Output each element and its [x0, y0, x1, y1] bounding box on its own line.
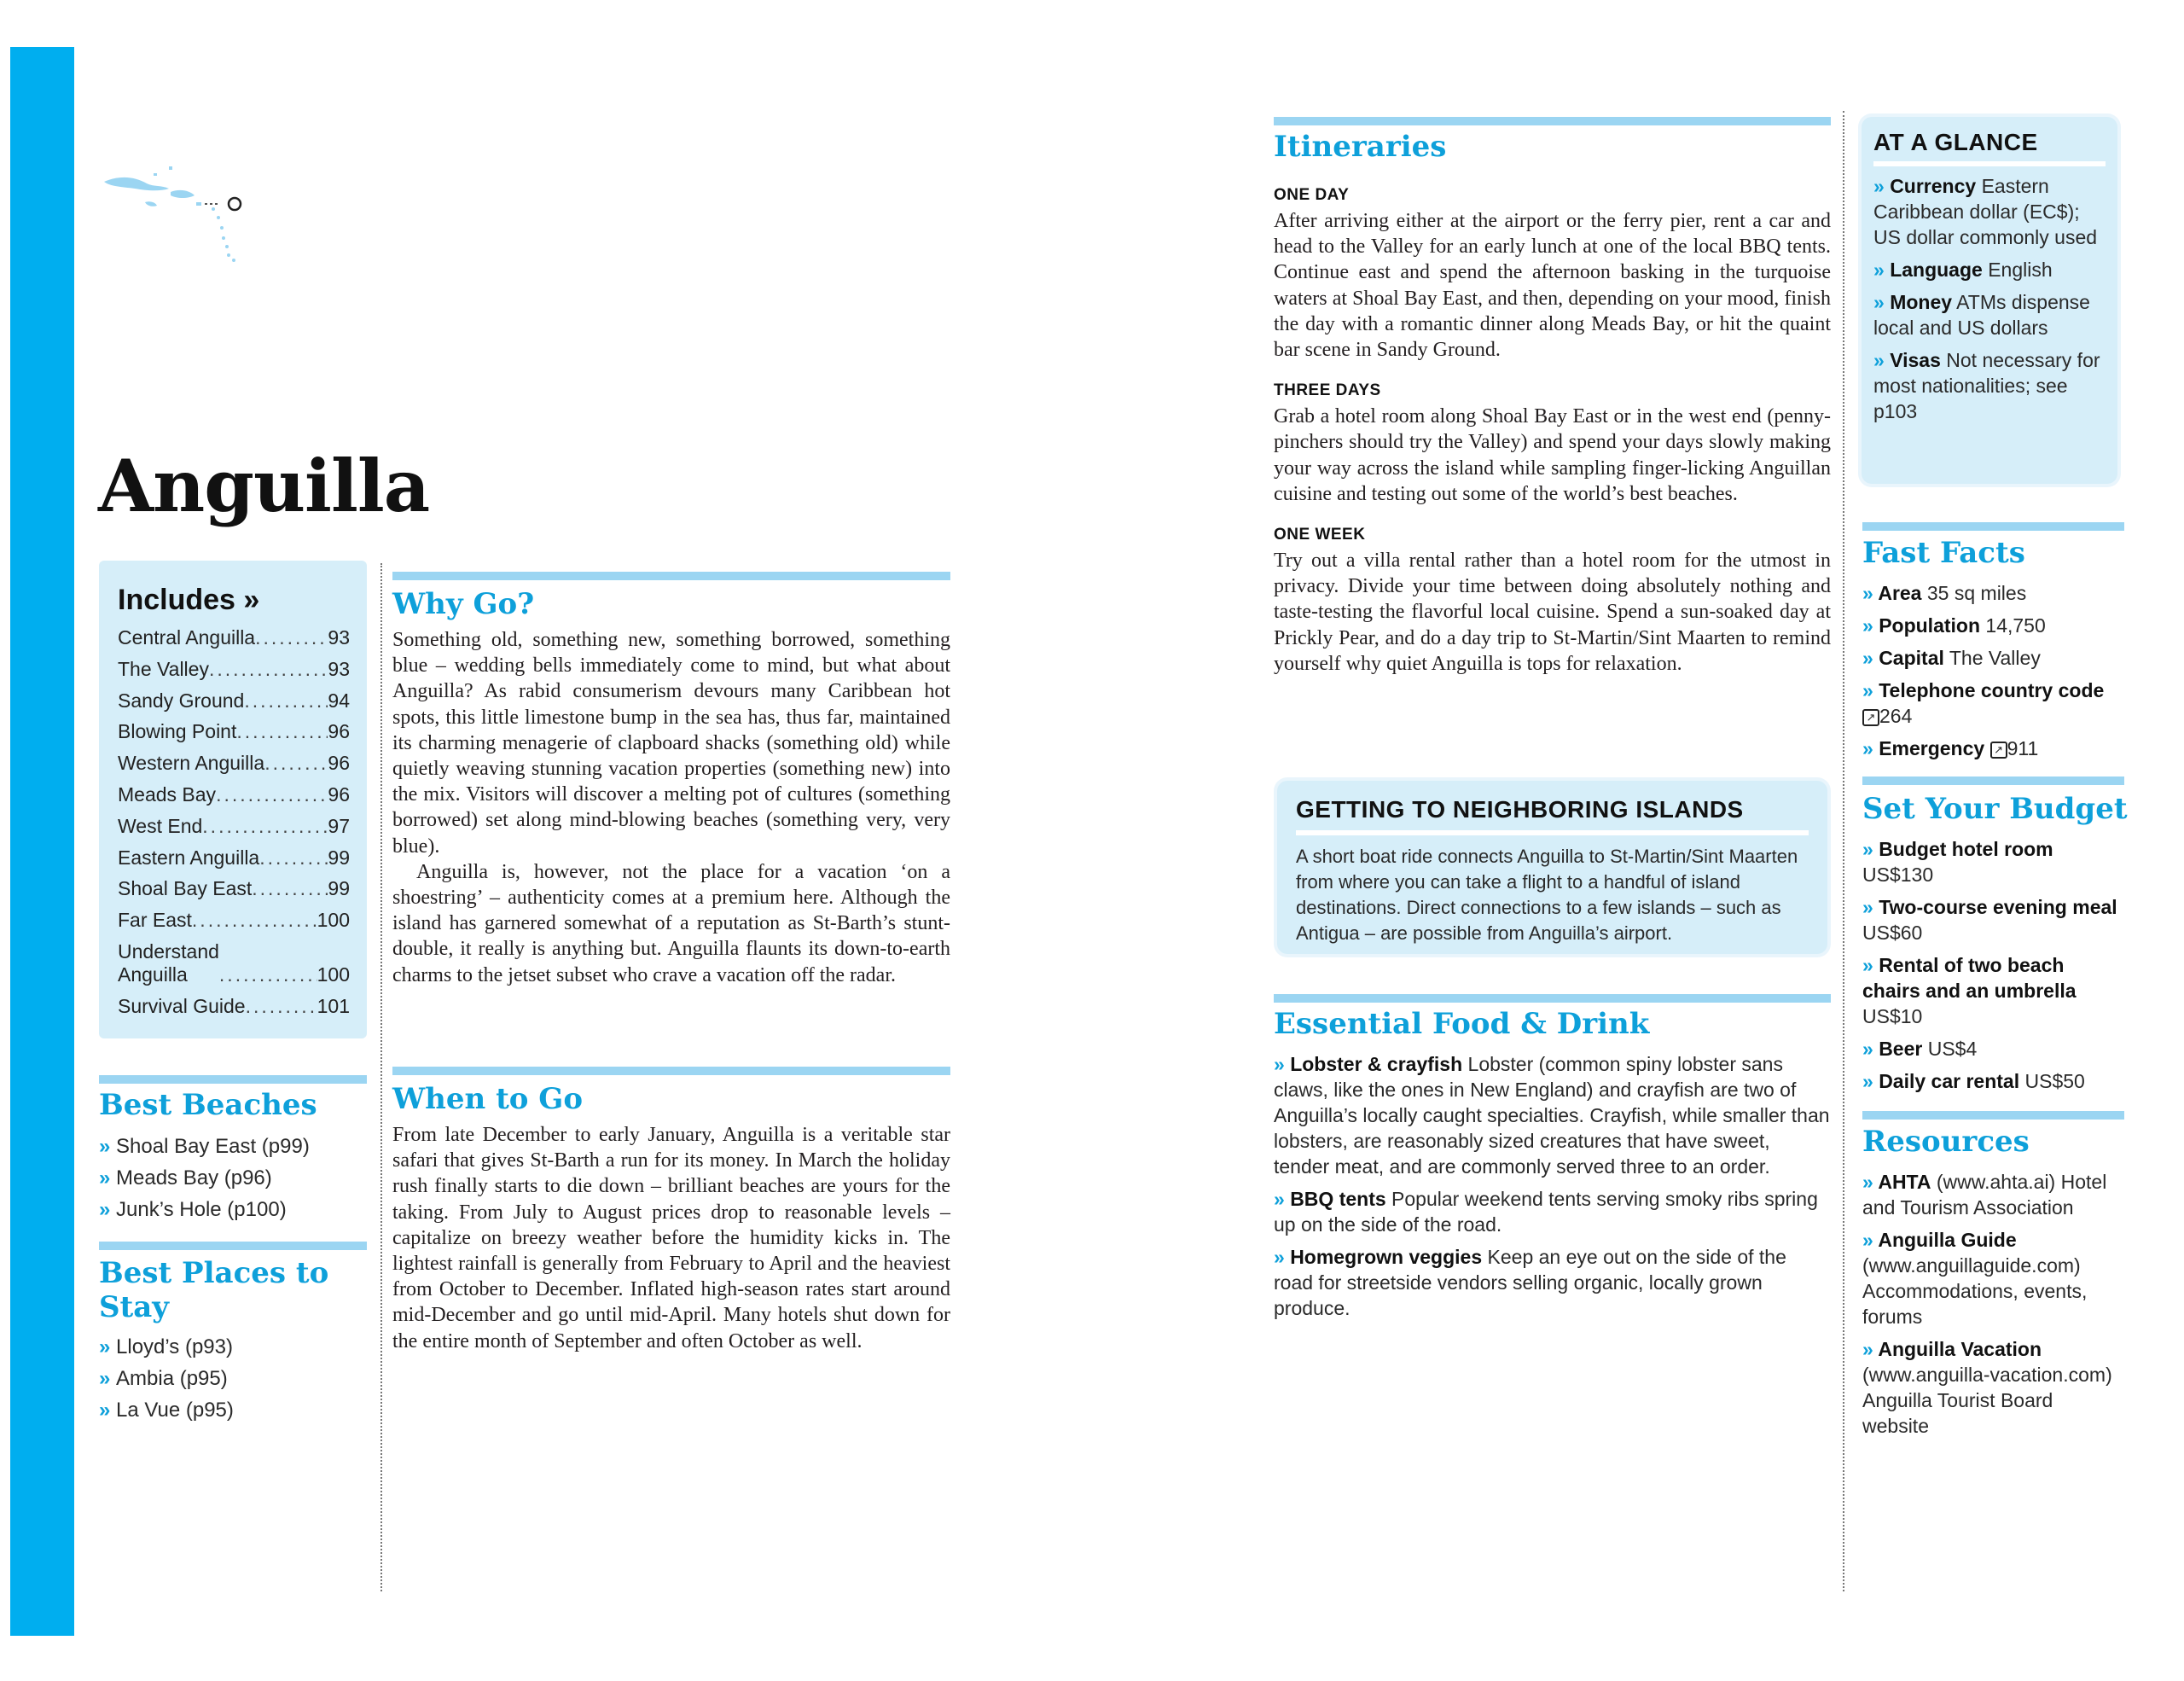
best-beaches-heading: Best Beaches	[99, 1088, 317, 1122]
resources-list	[1862, 1169, 2124, 1445]
budget-heading: Set Your Budget	[1862, 792, 2128, 826]
column-divider	[380, 563, 382, 1591]
includes-item[interactable]: Understand Anguilla ..... 100	[118, 940, 350, 986]
includes-item[interactable]: The Valley ..... 93	[118, 654, 350, 685]
itinerary-text: Try out a villa rental rather than a hotel room for the utmost in privacy. Divide your time between doing absolutely nothing and taste-testing the flavorful local cuisine. Spend a sun-soaked day at Prickly Pear, and do a day trip to St-Martin/Sint Maarten to remind yourself why quiet Anguilla is tops for relaxation.	[1274, 550, 1831, 675]
column-divider	[1843, 111, 1844, 1591]
section-rule	[392, 1067, 950, 1075]
list-item[interactable]: » Junk’s Hole (p100)	[99, 1198, 287, 1221]
includes-item[interactable]: Shoal Bay East ..... 99	[118, 873, 350, 904]
itinerary-label: ONE DAY	[1274, 186, 1350, 204]
glance-item: » Visas Not necessary for most nationalities; see p103	[1873, 349, 2100, 422]
resources-heading: Resources	[1862, 1125, 2030, 1159]
list-item[interactable]: » Lloyd’s (p93)	[99, 1335, 233, 1358]
itineraries-heading: Itineraries	[1274, 130, 1447, 164]
fact-item: » Area 35 sq miles	[1862, 582, 2027, 604]
neighboring-islands-box	[1277, 781, 1827, 954]
includes-item[interactable]: Western Anguilla ..... 96	[118, 747, 350, 779]
food-list	[1274, 1051, 1831, 1328]
itinerary-text: Grab a hotel room along Shoal Bay East or in the west end (penny-pinchers should try the Valley) and spend your days slowly making your way across the island while sampling finger-licking Anguillan cuisine and testing out some of the world’s best beaches.	[1274, 405, 1831, 505]
list-item[interactable]: » Shoal Bay East (p99)	[99, 1135, 310, 1158]
itinerary-label: THREE DAYS	[1274, 381, 1381, 400]
when-to-go-text	[392, 1122, 950, 1354]
includes-item[interactable]: Far East ..... 100	[118, 904, 350, 936]
fast-facts-heading: Fast Facts	[1862, 536, 2025, 570]
includes-item[interactable]: Central Anguilla ..... 93	[118, 622, 350, 654]
best-places-heading: Best Places to Stay	[99, 1256, 329, 1324]
caribbean-locator-map	[94, 149, 264, 277]
paragraph: Something old, something new, something borrowed, something blue – wedding bells immediately come to mind, but what about Anguilla? As rabid consumerism devours many Caribbean hot spots, this little limestone bump in the sea has, thus far, maintained its charming menagerie of clapboard shacks (something old) while quietly weaving stunning vacation properties (something new) into the mix. Visitors will discover a melting pot of cultures (something borrowed) set along mind-blowing beaches (something very, very blue).	[392, 629, 950, 858]
glance-item: » Language English	[1873, 259, 2053, 281]
section-rule	[1274, 117, 1831, 125]
budget-item: » Daily car rental US$50	[1862, 1070, 2085, 1092]
fact-item: » Capital The Valley	[1862, 647, 2041, 669]
page-title: Anguilla	[98, 444, 430, 528]
glance-heading: AT A GLANCE	[1873, 129, 2106, 166]
section-rule	[392, 572, 950, 580]
includes-item[interactable]: Sandy Ground ..... 94	[118, 685, 350, 717]
resource-item: » Anguilla Guide (www.anguillaguide.com) Accommodations, events, forums	[1862, 1229, 2088, 1328]
section-rule	[1862, 1111, 2124, 1120]
best-places-list	[99, 1331, 367, 1426]
phone-icon: ↗	[1862, 709, 1879, 726]
food-item: » BBQ tents Popular weekend tents serving smoky ribs spring up on the side of the road.	[1274, 1188, 1818, 1236]
itinerary-text: After arriving either at the airport or the ferry pier, rent a car and head to the Valley for an early lunch at one of the local BBQ tents. Continue east and spend the afternoon basking in the turquoise waters at Shoal Bay East, and then, depending on your mood, finish the day with a romantic dinner along Meads Bay, or hit the quaint bar scene in Sandy Ground.	[1274, 210, 1831, 362]
phone-icon: ↗	[1990, 742, 2007, 759]
food-item: » Lobster & crayfish Lobster (common spiny lobster sans claws, like the ones in New England) and crayfish are two of Anguilla’s locally caught specialties. Crayfish, while smaller than lobsters, are reasonably sized creatures that have sweet, tender meat, and are commonly served three to an order.	[1274, 1053, 1830, 1178]
includes-item[interactable]: West End ..... 97	[118, 811, 350, 842]
list-item[interactable]: » Ambia (p95)	[99, 1367, 228, 1390]
section-rule	[99, 1075, 367, 1084]
glance-list	[1873, 173, 2106, 424]
budget-item: » Budget hotel room US$130	[1862, 838, 2053, 886]
includes-item[interactable]: Blowing Point ..... 96	[118, 716, 350, 747]
food-heading: Essential Food & Drink	[1274, 1007, 1650, 1041]
includes-item[interactable]: Survival Guide ..... 101	[118, 991, 350, 1022]
why-go-text	[392, 627, 950, 988]
neighboring-heading: GETTING TO NEIGHBORING ISLANDS	[1296, 796, 1809, 835]
when-to-go-heading: When to Go	[392, 1082, 584, 1116]
paragraph: From late December to early January, Anguilla is a veritable star safari that gives St-Barth a run for its money. In March the holiday rush finally starts to die down – brilliant beaches are yours for the taking. From July to August prices drop to reasonable levels – capitalize on breezy weather before the humidity kicks in. The lightest rainfall is generally from February to April and the heaviest from October to December. Inflated high-season rates start around mid-December and go until mid-April. Many hotels shut down for the entire month of September and often October as well.	[392, 1124, 950, 1352]
section-rule	[1862, 522, 2124, 531]
includes-heading: Includes »	[118, 584, 260, 616]
fact-item: » Population 14,750	[1862, 614, 2046, 637]
glance-item: » Money ATMs dispense local and US dollars	[1873, 291, 2090, 339]
fact-item: » Emergency ↗ 911	[1862, 737, 2039, 759]
itineraries-body	[1274, 186, 1831, 677]
budget-item: » Two-course evening meal US$60	[1862, 896, 2117, 944]
budget-item: » Beer US$4	[1862, 1038, 1978, 1060]
glance-item: » Currency Eastern Caribbean dollar (EC$); US dollar commonly used	[1873, 175, 2098, 248]
side-color-bar	[10, 47, 74, 1636]
paragraph: Anguilla is, however, not the place for a vacation ‘on a shoestring’ – authenticity comes at a premium here. Although the island has garnered somewhat of a reputation as St-Barth’s stunt-double, it really is anything but. Anguilla flaunts its down-to-earth charms to the jetset subset who crave a vacation off the radar.	[392, 860, 950, 986]
list-item[interactable]: » Meads Bay (p96)	[99, 1166, 272, 1189]
section-rule	[1274, 994, 1831, 1003]
includes-item[interactable]: Meads Bay ..... 96	[118, 779, 350, 811]
neighboring-text: A short boat ride connects Anguilla to St-Martin/Sint Maarten from where you can take a flight to a handful of island destinations. Direct connections to a few islands – such as Antigua – are possible from Anguilla’s airport.	[1296, 846, 1798, 944]
includes-item[interactable]: Eastern Anguilla ..... 99	[118, 842, 350, 874]
fact-item: » Telephone country code ↗ 264	[1862, 679, 2105, 727]
section-rule	[99, 1242, 367, 1250]
section-rule	[1862, 777, 2124, 785]
list-item[interactable]: » La Vue (p95)	[99, 1399, 234, 1422]
resource-item: » Anguilla Vacation (www.anguilla-vacation.com) Anguilla Tourist Board website	[1862, 1338, 2112, 1437]
budget-list	[1862, 836, 2124, 1101]
best-beaches-list	[99, 1131, 367, 1225]
budget-item: » Rental of two beach chairs and an umbrella US$10	[1862, 954, 2077, 1027]
includes-box	[99, 561, 367, 1038]
why-go-heading: Why Go?	[392, 587, 535, 621]
food-item: » Homegrown veggies Keep an eye out on the side of the road for streetside vendors selling organic, locally grown produce.	[1274, 1246, 1786, 1319]
fast-facts-list	[1862, 580, 2124, 768]
resource-item: » AHTA (www.ahta.ai) Hotel and Tourism Association	[1862, 1171, 2107, 1219]
itinerary-label: ONE WEEK	[1274, 526, 1366, 544]
at-a-glance-box	[1862, 117, 2117, 484]
